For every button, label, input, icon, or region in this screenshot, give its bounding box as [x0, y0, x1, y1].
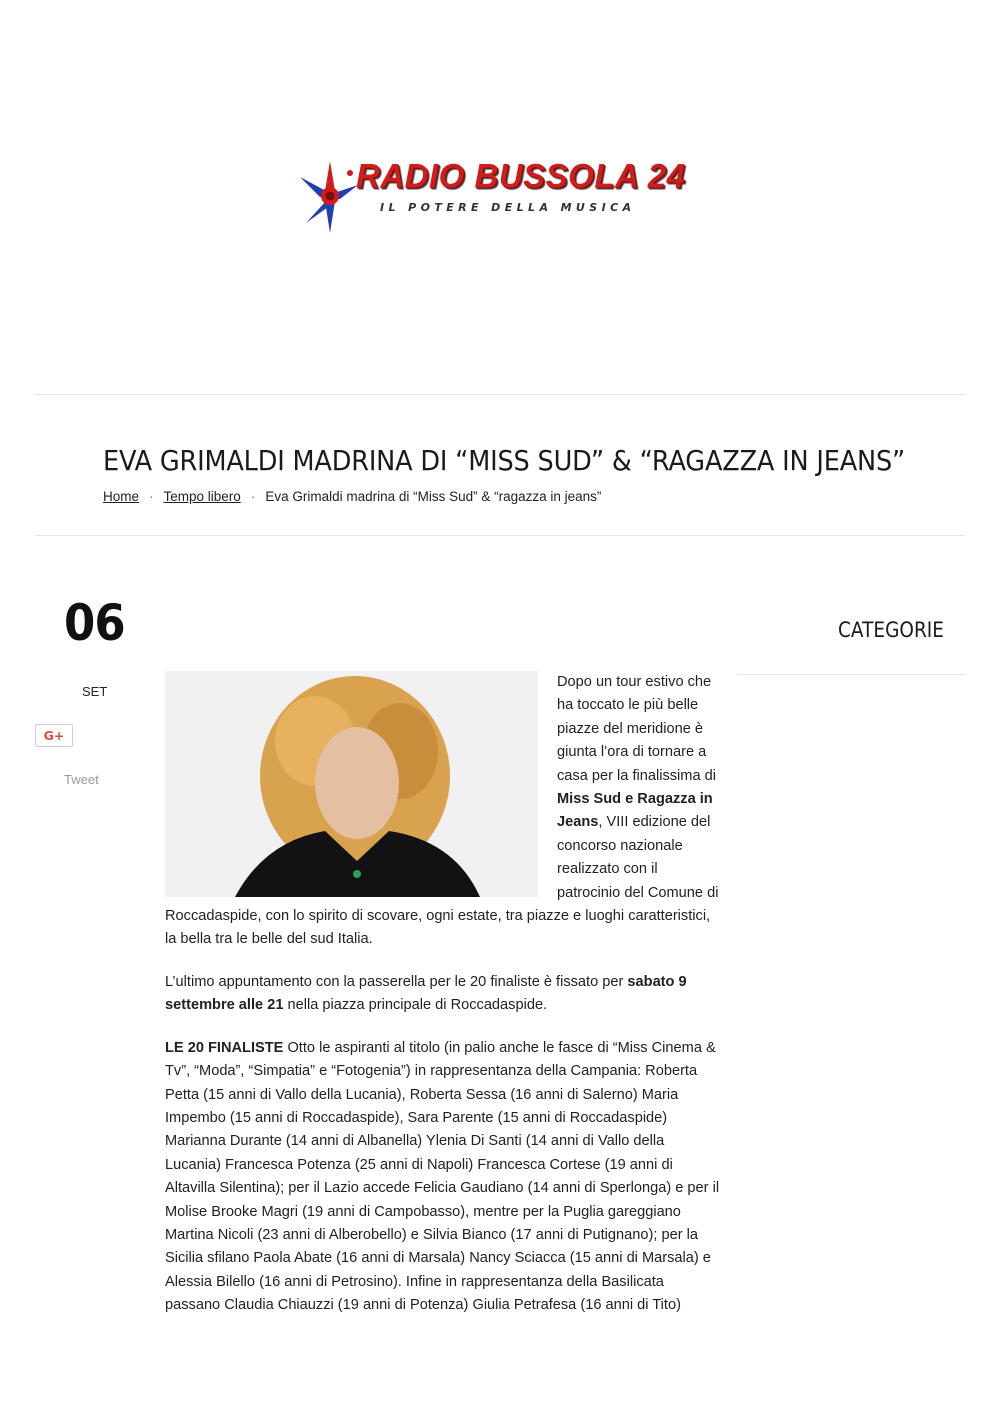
google-plus-icon: G+ — [43, 728, 65, 743]
breadcrumb-separator: · — [250, 489, 256, 504]
post-date-day: 06 — [64, 594, 125, 652]
event-name: Miss Sud e Ragazza in Jeans — [557, 791, 713, 831]
date-text-end: nella piazza principale di Roccadaspide. — [283, 997, 548, 1014]
page-title: EVA GRIMALDI MADRINA DI “MISS SUD” & “RAGAZZA IN JEANS” — [103, 445, 906, 477]
intro-text-start: Dopo un tour estivo che ha toccato le più belle piazze del meridione è giunta l’ora di tornare a casa per la finalissima di — [557, 674, 716, 784]
finalists-text: Otto le aspiranti al titolo (in palio anche le fasce di “Miss Cinema & Tv”, “Moda”, “Simpatia” e “Fotogenia”) in rappresentanza della Campania: Roberta Petta (15 anni di Vallo della Lucania), Roberta Sessa (16 anni di Salerno) Maria Impembo (15 anni di Roccadaspide), Sara Parente (15 anni di Roccadaspide) Marianna Durante (14 anni di Albanella) Ylenia Di Santi (14 anni di Vallo della Lucania) Francesca Potenza (25 anni di Napoli) Francesca Cortese (19 anni di Altavilla Silentina); per il Lazio accede Felicia Gaudiano (14 anni di Sperlonga) e per il Molise Brooke Magri (19 anni di Campobasso), mentre per la Puglia gareggiano Martina Nicoli (23 anni di Alberobello) e Silvia Bianco (17 anni di Putignano); per la Sicilia sfilano Paola Abate (16 anni di Marsala) Nancy Sciacca (15 anni di Marsala) e Alessia Bilello (16 anni di Petrosino). Infine in rappresentanza della Basilicata passano Claudia Chiauzzi (19 anni di Potenza) Giulia Petrafesa (16 anni di Tito) — [165, 1039, 720, 1314]
article-body — [165, 671, 723, 1337]
breadcrumb — [103, 489, 601, 504]
event-datetime: sabato 9 settembre alle 21 — [165, 973, 687, 1014]
finalists-heading: LE 20 FINALISTE — [165, 1039, 284, 1056]
breadcrumb-home-link[interactable]: Home — [103, 489, 140, 504]
date-text-start: L’ultimo appuntamento con la passerella per le 20 finaliste è fissato per — [165, 973, 628, 990]
article-paragraph-finalists — [165, 1037, 723, 1318]
google-plus-share-button[interactable] — [35, 724, 73, 747]
title-divider — [35, 535, 965, 536]
site-logo[interactable] — [298, 155, 698, 240]
header-divider — [35, 394, 965, 395]
article-photo — [165, 671, 538, 897]
article-paragraph-date — [165, 971, 723, 1018]
sidebar-divider — [738, 674, 965, 675]
sidebar-categories-title: CATEGORIE — [838, 618, 944, 642]
intro-text-end: , VIII edizione del concorso nazionale realizzato con il patrocinio del Comune di Roccadaspide, con lo spirito di scovare, ogni estate, tra piazze e luoghi caratteristici, la bella tra le belle del sud Italia. — [165, 814, 719, 948]
tweet-button[interactable]: Tweet — [64, 772, 99, 787]
breadcrumb-separator: · — [149, 489, 154, 504]
breadcrumb-category-link[interactable]: Tempo libero — [163, 489, 241, 504]
compass-logo-icon — [298, 155, 362, 240]
post-date-month: SET — [82, 684, 108, 699]
breadcrumb-current: Eva Grimaldi madrina di “Miss Sud” & “ragazza in jeans” — [265, 489, 602, 504]
logo-tagline: IL POTERE DELLA MUSICA — [380, 201, 636, 214]
logo-title: RADIO BUSSOLA 24 — [356, 156, 686, 195]
